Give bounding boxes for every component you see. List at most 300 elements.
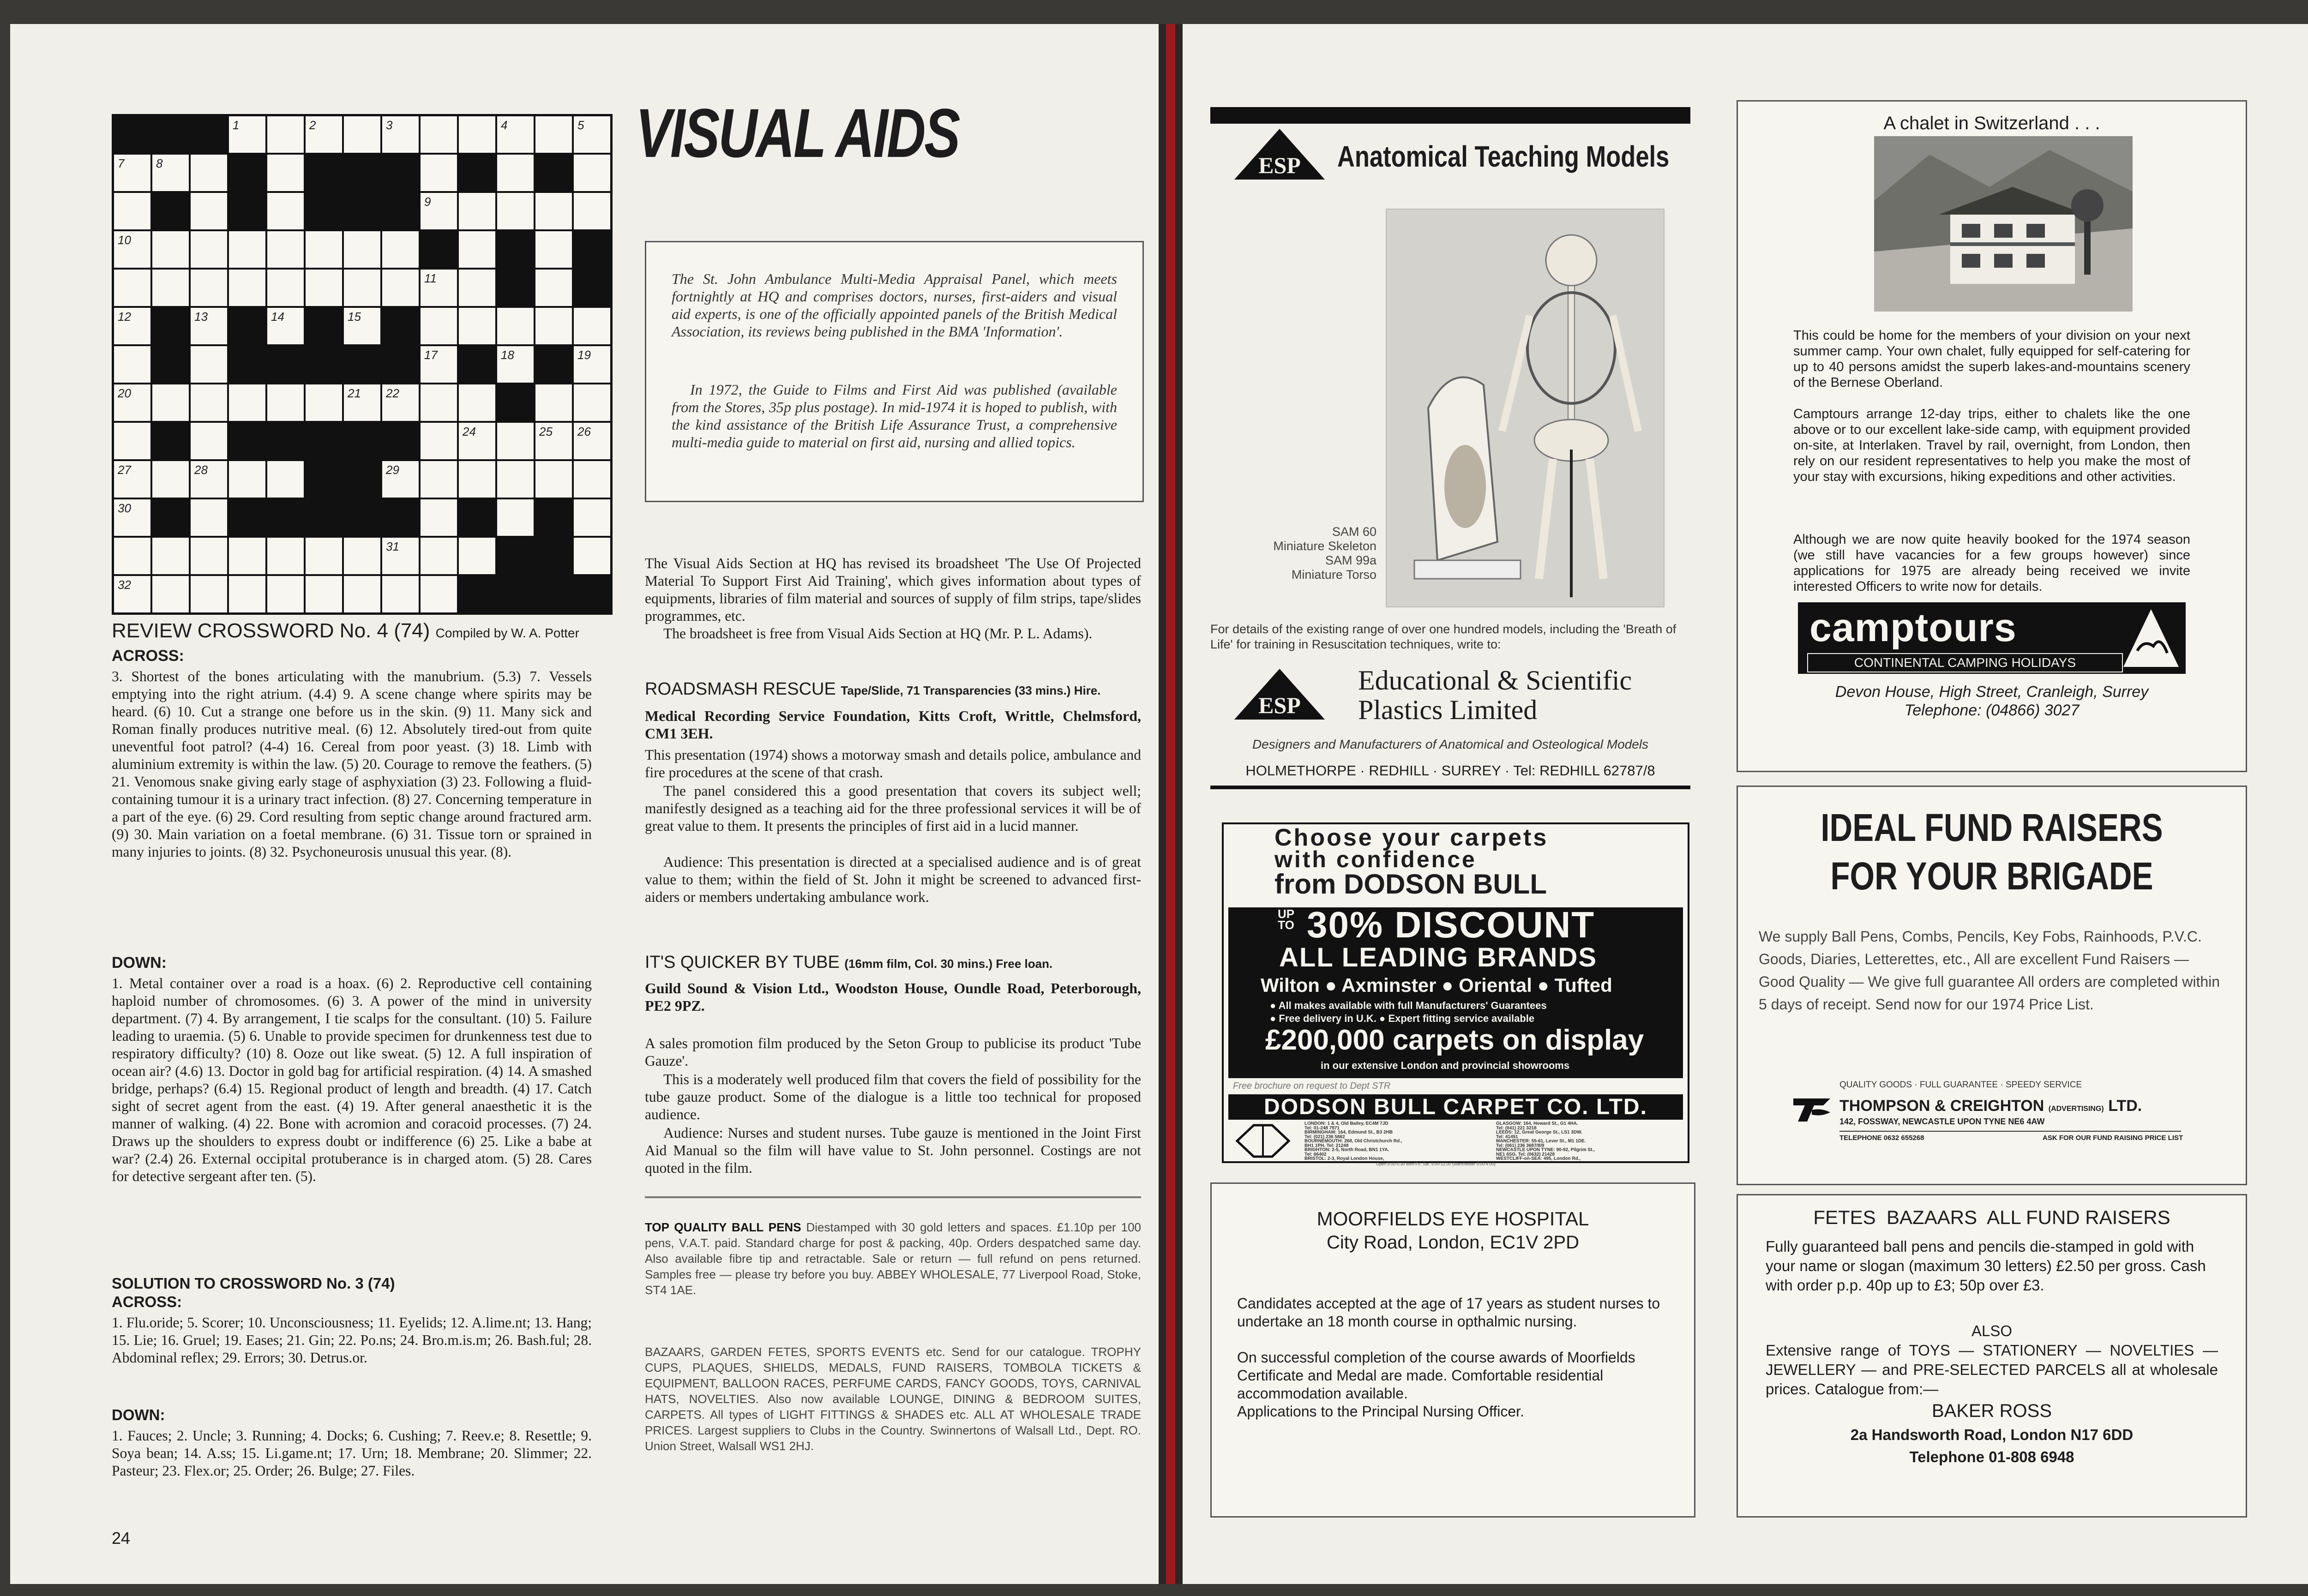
crossword-cell	[344, 461, 380, 498]
crossword-cell	[574, 423, 610, 459]
crossword-cell	[497, 346, 534, 383]
skeleton-torso-illustration	[1387, 210, 1664, 606]
review-2-heading	[645, 953, 1141, 972]
classified-divider	[645, 1196, 1141, 1198]
crossword-cell	[421, 270, 457, 306]
crossword-clue-number: 15	[348, 310, 361, 324]
crossword-cell	[306, 423, 342, 459]
crossword-cell	[344, 193, 380, 229]
crossword-cell	[497, 461, 534, 498]
crossword-clue-number: 30	[118, 501, 131, 515]
fund-raisers-ad	[1737, 786, 2247, 1185]
visual-aids-title: VISUAL AIDS	[636, 94, 959, 172]
crossword-cell	[535, 193, 572, 229]
crossword-clue-number: 10	[118, 233, 131, 247]
down-heading: DOWN:	[112, 954, 167, 972]
carpet-line1: Choose your carpets	[1274, 824, 1549, 851]
carpet-brochure: Free brochure on request to Dept STR	[1233, 1081, 1391, 1091]
esp-company-line1: Educational & Scientific	[1358, 665, 1632, 696]
addr-left-4: BOURNEMOUTH: 268, Old Christchurch Rd.,	[1304, 1139, 1402, 1144]
crossword-cell	[459, 384, 495, 421]
crossword-cell	[114, 308, 150, 344]
spine-binding	[1166, 24, 1175, 1584]
crossword-cell	[574, 231, 610, 268]
crossword-title-line	[112, 619, 619, 642]
crossword-cell	[267, 193, 304, 229]
crossword-clue-number: 13	[194, 310, 208, 324]
crossword-cell	[114, 576, 150, 612]
crossword-clue-number: 2	[309, 118, 316, 132]
crossword-cell	[535, 346, 572, 383]
crossword-cell	[191, 461, 227, 498]
crossword-cell	[421, 116, 457, 153]
crossword-cell	[152, 423, 189, 459]
crossword-cell	[535, 461, 572, 498]
crossword-cell	[497, 231, 534, 268]
crossword-cell	[114, 423, 150, 459]
crossword-cell	[229, 423, 265, 459]
crossword-cell	[114, 461, 150, 498]
carpet-headline	[1224, 824, 1688, 907]
crossword-cell	[421, 576, 457, 612]
crossword-clue-number: 31	[386, 540, 399, 553]
review-2-p1: A sales promotion film produced by the Seton Group to publicise its product 'Tube Gauze'.	[645, 1035, 1141, 1069]
carpet-discount-panel	[1228, 904, 1683, 1078]
thompson-creighton-logo-icon	[1789, 1089, 1835, 1126]
crossword-cell	[459, 538, 495, 574]
crossword-cell	[421, 155, 457, 191]
crossword-cell	[114, 116, 150, 153]
crossword-title: REVIEW CROSSWORD No. 4 (74)	[112, 619, 430, 642]
crossword-cell	[306, 384, 342, 421]
esp-bottom-rule	[1210, 786, 1690, 789]
carpet-line3: from DODSON BULL	[1274, 869, 1547, 900]
crossword-cell	[535, 231, 572, 268]
crossword-cell	[191, 155, 227, 191]
crossword-cell	[191, 231, 227, 268]
across-heading: ACROSS:	[112, 647, 184, 665]
crossword-cell	[421, 461, 457, 498]
crossword-cell	[306, 576, 342, 612]
crossword-clue-number: 4	[501, 118, 508, 132]
carpet-discount: 30% DISCOUNT	[1307, 904, 1595, 945]
carpet-bullet-1: ● All makes available with full Manufacturers' Guarantees	[1270, 1000, 1547, 1011]
crossword-cell	[382, 384, 419, 421]
crossword-cell	[114, 384, 150, 421]
crossword-cell	[574, 538, 610, 574]
crossword-cell	[344, 576, 380, 612]
crossword-cell	[114, 231, 150, 268]
review-2-meta: (16mm film, Col. 30 mins.) Free loan.	[844, 957, 1053, 971]
crossword-cell	[229, 270, 265, 306]
page-number: 24	[112, 1529, 131, 1548]
crossword-cell	[382, 231, 419, 268]
chalet-p1: This could be home for the members of your division on your next summer camp. Your own chalet, fully equipped for self-catering for up to 40 persons amidst the superb lakes-and-mountains scenery of the Bernese Oberland.	[1793, 328, 2190, 390]
intro-p2: The broadsheet is free from Visual Aids Section at HQ (Mr. P. L. Adams).	[663, 625, 1093, 642]
crossword-cell	[344, 270, 380, 306]
carpet-addresses-left	[1304, 1122, 1475, 1161]
crossword-cell	[114, 499, 150, 536]
camptours-phone: Telephone: (04866) 3027	[1904, 702, 2080, 719]
fund-body: We supply Ball Pens, Combs, Pencils, Key Fobs, Rainhoods, P.V.C. Goods, Diaries, Letterettes, etc., All are excellent Fund Raisers — Good Quality — We give full guarantee All orders are completed within 5 days of receipt. Send now for our 1974 Price List.	[1759, 928, 2220, 1013]
crossword-cell	[459, 346, 495, 383]
crossword-cell	[574, 346, 610, 383]
addr-left-0: LONDON: 1 & 4, Old Bailey, EC4M 7JD	[1304, 1121, 1388, 1126]
crossword-cell	[114, 193, 150, 229]
crossword-cell	[152, 461, 189, 498]
classified-bazaars: BAZAARS, GARDEN FETES, SPORTS EVENTS etc. Send for our catalogue. TROPHY CUPS, PLAQUES, SHIELDS, MEDALS, FUND RAISERS, TOMBOLA TICKETS & EQUIPMENT, BALLOON RACES, PERFUME CARDS, FANCY GOODS, TOYS, CARNIVAL HATS, NOVELTIES. Also now available LOUNGE, DINING & BEDROOM SUITES, CARPETS. All types of LIGHT FITTINGS & SHADES etc. ALL AT WHOLESALE TRADE PRICES. Largest suppliers to Clubs in the Country. Swinnertons of Walsall Ltd., Dept. RO. Union Street, Walsall WS1 2HJ.	[645, 1345, 1141, 1453]
crossword-cell	[344, 346, 380, 383]
crossword-clue-number: 9	[424, 195, 431, 209]
fund-address: 142, FOSSWAY, NEWCASTLE UPON TYNE NE6 4AW	[1839, 1117, 2045, 1126]
crossword-cell	[267, 538, 304, 574]
addr-left-2: BIRMINGHAM: 164, Edmund St., B3 2HB	[1304, 1130, 1393, 1135]
crossword-cell	[421, 193, 457, 229]
crossword-clue-number: 26	[577, 425, 591, 438]
fund-company	[1839, 1097, 2142, 1115]
crossword-clue-number: 18	[501, 348, 514, 362]
crossword-cell	[497, 499, 534, 536]
crossword-cell	[229, 499, 265, 536]
crossword-cell	[382, 270, 419, 306]
crossword-cell	[459, 499, 495, 536]
crossword-cell	[459, 308, 495, 344]
addr-left-8: BRISTOL: 2-3, Royal London House,	[1304, 1156, 1384, 1161]
solution-down: 1. Fauces; 2. Uncle; 3. Running; 4. Docks; 6. Cushing; 7. Reev.e; 8. Resettle; 9. Soya bean; 14. A.ss; 15. Li.game.nt; 17. Urn; 18. Membrane; 20. Slimmer; 22. Pasteur; 23. Flex.or; 25. Order; 26. Bulge; 27. Files.	[112, 1428, 592, 1479]
carpet-types: Wilton ● Axminster ● Oriental ● Tufted	[1261, 974, 1612, 996]
crossword-cell	[421, 384, 457, 421]
crossword-cell	[497, 576, 534, 612]
crossword-cell	[459, 193, 495, 229]
addr-right-6: NEWCASTLE UPON TYNE: 90-92, Pilgrim St.,	[1496, 1147, 1595, 1152]
crossword-clue-number: 29	[386, 463, 399, 477]
crossword-cell	[229, 576, 265, 612]
crossword-cell	[382, 155, 419, 191]
addr-left-1: Tel: 01-248 7971	[1304, 1125, 1340, 1131]
solution-down-heading: DOWN:	[112, 1406, 165, 1423]
esp-logo-icon	[1233, 128, 1326, 181]
crossword-cell	[152, 384, 189, 421]
crossword-cell	[382, 576, 419, 612]
crossword-cell	[459, 423, 495, 459]
crossword-clue-number: 1	[233, 118, 240, 132]
panel-info-p1: The St. John Ambulance Multi-Media Appraisal Panel, which meets fortnightly at HQ and comprises doctors, nurses, first-aiders and visual aid experts, is one of the officially appointed panels of the British Medical Association, its reviews being published in the BMA 'Information'.	[672, 270, 1117, 340]
crossword-cell	[535, 270, 572, 306]
addr-right-5: Tel: (061) 236 3687/8/9	[1496, 1143, 1545, 1148]
crossword-cell	[344, 308, 380, 344]
crossword-cell	[497, 193, 534, 229]
review-1-p1: This presentation (1974) shows a motorway smash and details police, ambulance and fire procedures at the scene of that crash.	[645, 747, 1141, 780]
svg-text:ESP: ESP	[1258, 692, 1301, 718]
caption-torso: Miniature Torso	[1291, 568, 1376, 582]
crossword-cell	[306, 499, 342, 536]
crossword-clue-number: 21	[348, 386, 361, 400]
crossword-cell	[459, 231, 495, 268]
crossword-cell	[191, 538, 227, 574]
crossword-cell	[497, 116, 534, 153]
crossword-cell	[421, 499, 457, 536]
baker-p2: Extensive range of TOYS — STATIONERY — NOVELTIES — JEWELLERY — and PRE-SELECTED PARCELS all at wholesale prices. Catalogue from:—	[1766, 1342, 2218, 1398]
camptours-brand: camptours	[1809, 606, 2017, 650]
crossword-cell	[421, 308, 457, 344]
crossword-compiler: Compiled by W. A. Potter	[435, 626, 579, 640]
crossword-cell	[459, 461, 495, 498]
crossword-cell	[574, 155, 610, 191]
crossword-cell	[267, 461, 304, 498]
crossword-cell	[344, 499, 380, 536]
crossword-clue-number: 32	[118, 578, 131, 592]
crossword-cell	[382, 346, 419, 383]
classified-ball-pens-text: Diestamped with 30 gold letters and spaces. £1.10p per 100 pens, V.A.T. paid. Standard charge for post & packing, 40p. Orders despatched same day. Also available fibre tip and retractable. Sale or return — full refund on pens returned. Samples free — please try before you buy. ABBEY WHOLESALE, 77 Liverpool Road, Stoke, ST4 1AE.	[645, 1220, 1142, 1297]
crossword-cell	[497, 538, 534, 574]
esp-captions	[1266, 525, 1376, 582]
fund-rule	[1839, 1131, 2181, 1132]
classified-ball-pens	[645, 1219, 1141, 1298]
crossword-cell	[344, 155, 380, 191]
crossword-cell	[152, 499, 189, 536]
review-1-heading	[645, 679, 1141, 699]
crossword-cell	[229, 193, 265, 229]
crossword-cell	[229, 231, 265, 268]
carpet-brands: ALL LEADING BRANDS	[1279, 942, 1598, 972]
crossword-cell	[344, 538, 380, 574]
addr-right-4: MANCHESTER: 55-61, Lever St., M1 1DE.	[1496, 1139, 1586, 1144]
esp-company-line2: Plastics Limited	[1358, 695, 1538, 725]
crossword-cell	[421, 538, 457, 574]
panel-info-p2: In 1972, the Guide to Films and First Aid was published (available from the Stores, 35p plus postage). In mid-1974 it is hoped to publish, with the kind assistance of the British Life Assurance Trust, a comprehensive multi-media guide to material on first aid, nursing and allied topics.	[672, 381, 1117, 450]
crossword-cell	[574, 308, 610, 344]
crossword-clue-number: 19	[577, 348, 591, 362]
crossword-cell	[574, 576, 610, 612]
crossword-cell	[574, 499, 610, 536]
carpet-hours: Open 9.00-5.30 Mon-Fri. Sat. 9.00-12.00 (Manchester 9.00-4.00)	[1376, 1162, 1496, 1166]
crossword-clue-number: 20	[118, 386, 131, 400]
crossword-cell	[267, 270, 304, 306]
chalet-p3: Although we are now quite heavily booked for the 1974 season (we still have vacancies for a few groups however) since applications for 1975 are already being received we invite interested Officers to write now for details.	[1793, 532, 2190, 594]
crossword-cell	[152, 538, 189, 574]
addr-right-3: Tel: 41451	[1496, 1134, 1518, 1140]
crossword-cell	[459, 116, 495, 153]
crossword-cell	[306, 116, 342, 153]
across-clues: 3. Shortest of the bones articulating with the manubrium. (5.3) 7. Vessels emptying into the right atrium. (4.4) 9. A scene change where spirits may be heard. (6) 10. Cut a strange one before us in the skin. (9) 11. Many sick and Roman finally produces nutritive meal. (6) 12. Absolutely tired-out from quite uneventful foot patrol? (4-4) 16. Cereal from poor yeast. (3) 18. Limb with aluminium extremity is within the law. (5) 20. Courage to remove the feathers. (5) 21. Venomous snake giving early stage of asphyxiation (3) 23. Following a fluid-containing tumour it is a urinary tract infection. (8) 27. Concerning temperature in a part of the eye. (6) 29. Cord resulting from septic change around fractured arm. (9) 30. Main variation on a foetal membrane. (6) 31. Tissue torn or sprained in many injuries to joints. (8) 32. Psychoneurosis unusual this year. (8).	[112, 668, 592, 860]
moorfields-p3: Applications to the Principal Nursing Officer.	[1237, 1403, 1524, 1420]
dodson-bull-logo-icon	[1235, 1123, 1291, 1158]
crossword-cell	[421, 346, 457, 383]
camptours-tent-icon	[2121, 607, 2181, 669]
crossword-cell	[191, 116, 227, 153]
crossword-cell	[535, 116, 572, 153]
crossword-cell	[382, 538, 419, 574]
caption-skeleton: Miniature Skeleton	[1273, 539, 1376, 553]
crossword-cell	[306, 193, 342, 229]
crossword-cell	[497, 270, 534, 306]
solution-title: SOLUTION TO CROSSWORD No. 3 (74)	[112, 1275, 395, 1292]
crossword-cell	[191, 423, 227, 459]
carpet-big-line: £200,000 carpets on display	[1265, 1024, 1644, 1056]
crossword-cell	[114, 538, 150, 574]
carpet-line2: with confidence	[1274, 846, 1477, 872]
addr-right-0: GLASGOW: 164, Howard St., G1 4HA.	[1496, 1121, 1578, 1126]
crossword-clue-number: 5	[577, 118, 584, 132]
esp-address: HOLMETHORPE · REDHILL · SURREY · Tel: REDHILL 62787/8	[1245, 762, 1655, 779]
baker-phone: Telephone 01-808 6948	[1909, 1448, 2074, 1465]
review-2-title: IT'S QUICKER BY TUBE	[645, 953, 840, 972]
crossword-cell	[306, 155, 342, 191]
crossword-cell	[574, 116, 610, 153]
carpet-company: DODSON BULL CARPET CO. LTD.	[1228, 1094, 1683, 1120]
crossword-cell	[267, 346, 304, 383]
crossword-cell	[229, 346, 265, 383]
crossword-clue-number: 27	[118, 463, 131, 477]
svg-text:ESP: ESP	[1258, 152, 1301, 178]
chalet-p2: Camptours arrange 12-day trips, either to chalets like the one above or to our excellent lake-side camp, with equipment provided on-site, at Interlaken. Travel by rail, overnight, from London, then rely on our resident representatives to help you make the most of your stay with excursions, hiking expeditions and other activities.	[1793, 407, 2190, 484]
fund-heading-2: FOR YOUR BRIGADE	[1830, 854, 2153, 898]
fund-company-name: THOMPSON & CREIGHTON	[1839, 1097, 2044, 1115]
camptours-brand-sub: CONTINENTAL CAMPING HOLIDAYS	[1807, 653, 2123, 672]
crossword-cell	[535, 423, 572, 459]
down-clues: 1. Metal container over a road is a hoax. (6) 2. Reproductive cell containing haploid number of chromosomes. (6) 3. A power of the mind in university department. (7) 4. By arrangement, I tie scalps for the consultant. (10) 5. Failure leading to uraemia. (5) 6. Unable to provide specimen for drunkenness test due to respiratory difficulty? (10) 8. Ooze out like sweat. (5) 12. A full inspiration of ocean air? (4.6) 13. Doctor in gold bag for artificial respiration. (4) 14. A smashed bridge, perhaps? (6.4) 15. Regional product of length and breadth. (4) 17. Catch sight of secret agent from the east. (4) 19. After general anaesthetic it is the manner of walking. (4) 22. Bone with acromion and coracoid processes. (7) 24. Draws up the shoulders to express doubt or indifference (6) 25. Like a babe at war? (2.4) 26. External occipital protuberance is in charged atom. (5) 28. Cares for detective sergeant after ten. (5).	[112, 975, 592, 1184]
intro-p1: The Visual Aids Section at HQ has revised its broadsheet 'The Use Of Projected Material To Support First Aid Training', which gives information about types of equipments, libraries of film material and sources of supply of film strips, tape/slides programmes, etc.	[645, 555, 1141, 624]
baker-name: BAKER ROSS	[1931, 1401, 2052, 1421]
crossword-cell	[574, 270, 610, 306]
fund-heading-1: IDEAL FUND RAISERS	[1821, 806, 2163, 849]
crossword-cell	[382, 461, 419, 498]
left-page	[10, 24, 1159, 1584]
review-1-meta: Tape/Slide, 71 Transparencies (33 mins.) Hire.	[841, 684, 1101, 697]
solution-across-heading: ACROSS:	[112, 1293, 182, 1310]
addr-left-3: Tel: (021) 236 5862	[1304, 1134, 1345, 1140]
baker-address: 2a Handsworth Road, London N17 6DD	[1850, 1426, 2134, 1443]
caption-sam99a: SAM 99a	[1325, 553, 1376, 567]
camptours-ad	[1737, 100, 2247, 772]
crossword-clue-number: 7	[118, 156, 125, 170]
crossword-cell	[497, 423, 534, 459]
solution-across: 1. Flu.oride; 5. Scorer; 10. Unconsciousness; 11. Eyelids; 12. A.lime.nt; 13. Hang; 15. Lie; 16. Gruel; 19. Eases; 21. Gin; 22. Po.ns; 24. Bro.m.is.m; 26. Bash.ful; 28. Abdominal reflex; 29. Errors; 30. Detrus.or.	[112, 1314, 592, 1366]
crossword-cell	[229, 116, 265, 153]
crossword-cell	[535, 499, 572, 536]
addr-left-7: Tel: 66402	[1304, 1152, 1327, 1157]
fund-tagline: QUALITY GOODS · FULL GUARANTEE · SPEEDY SERVICE	[1839, 1080, 2082, 1090]
addr-right-2: LEEDS: 12, Great George St., LS1 3DW.	[1496, 1130, 1582, 1135]
crossword-cell	[267, 308, 304, 344]
review-1-source: Medical Recording Service Foundation, Kitts Croft, Writtle, Chelmsford, CM1 3EH.	[645, 708, 1141, 742]
review-2-p3: Audience: Nurses and student nurses. Tube gauze is mentioned in the Joint First Aid Manual so the film will have value to St. John personnel. Costings are not quoted in the film.	[645, 1125, 1141, 1176]
esp-models-photo	[1386, 209, 1665, 607]
crossword-cell	[344, 384, 380, 421]
crossword-cell	[229, 384, 265, 421]
crossword-cell	[574, 461, 610, 498]
crossword-cell	[459, 270, 495, 306]
baker-also: ALSO	[1971, 1322, 2013, 1339]
crossword-cell	[267, 155, 304, 191]
fund-company-end: LTD.	[2108, 1097, 2142, 1115]
crossword-cell	[229, 308, 265, 344]
crossword-cell	[344, 116, 380, 153]
crossword-cell	[421, 423, 457, 459]
crossword-cell	[306, 461, 342, 498]
panel-info-box	[645, 241, 1144, 502]
camptours-address: Devon House, High Street, Cranleigh, Surrey	[1835, 683, 2149, 701]
crossword-clue-number: 17	[424, 348, 438, 362]
crossword-cell	[152, 116, 189, 153]
crossword-cell	[306, 346, 342, 383]
crossword-clue-number: 24	[463, 425, 476, 438]
carpet-ad	[1222, 822, 1689, 1166]
crossword-cell	[191, 193, 227, 229]
camptours-logo	[1798, 602, 2186, 674]
moorfields-ad	[1210, 1182, 1695, 1518]
baker-ross-ad	[1737, 1194, 2247, 1518]
crossword-cell	[229, 155, 265, 191]
addr-left-6: BRIGHTON: 2-5, North Road, BN1 1YA.	[1304, 1147, 1389, 1152]
crossword-cell	[114, 346, 150, 383]
crossword-cell	[535, 155, 572, 191]
moorfields-title: MOORFIELDS EYE HOSPITAL	[1316, 1208, 1589, 1230]
crossword-cell	[344, 423, 380, 459]
esp-heading: Anatomical Teaching Models	[1337, 140, 1670, 173]
baker-p1: Fully guaranteed ball pens and pencils die-stamped in gold with your name or slogan (maximum 30 letters) £2.50 per gross. Cash with order p.p. 40p up to £3; 50p over £3.	[1766, 1238, 2206, 1294]
crossword-clue-number: 28	[194, 463, 208, 477]
crossword-cell	[421, 231, 457, 268]
fund-telephone: TELEPHONE 0632 655268	[1839, 1134, 1924, 1142]
esp-top-rule	[1210, 107, 1690, 124]
crossword-cell	[152, 576, 189, 612]
review-1-p2: The panel considered this a good presentation that covers its subject well; manifestly designed as a teaching aid for the three professional services it will be of great value to them. It presents the principles of first aid in a lucid manner.	[645, 783, 1141, 834]
crossword-cell	[382, 193, 419, 229]
moorfields-p2: On successful completion of the course awards of Moorfields Certificate and Medal are made. Comfortable residential accommodation available.	[1237, 1349, 1635, 1402]
crossword-cell	[497, 384, 534, 421]
crossword-clue-number: 3	[386, 118, 393, 132]
crossword-cell	[267, 423, 304, 459]
review-2-source: Guild Sound & Vision Ltd., Woodston House, Oundle Road, Peterborough, PE2 9PZ.	[645, 980, 1141, 1014]
crossword-cell	[114, 270, 150, 306]
crossword-cell	[535, 538, 572, 574]
crossword-cell	[152, 346, 189, 383]
crossword-cell	[306, 270, 342, 306]
esp-company	[1358, 666, 1632, 725]
crossword-clue-number: 25	[539, 425, 553, 438]
crossword-cell	[306, 231, 342, 268]
baker-title: FETES BAZAARS ALL FUND RAISERS	[1813, 1206, 2170, 1228]
crossword-cell	[152, 193, 189, 229]
crossword-cell	[344, 231, 380, 268]
crossword-cell	[267, 384, 304, 421]
carpet-showrooms: in our extensive London and provincial showrooms	[1321, 1060, 1570, 1071]
crossword-clue-number: 12	[118, 310, 131, 324]
crossword-cell	[191, 499, 227, 536]
crossword-grid	[112, 114, 613, 615]
crossword-clue-number: 14	[271, 310, 284, 324]
carpet-up-to: UP TO	[1277, 907, 1295, 932]
crossword-cell	[497, 308, 534, 344]
fund-company-small: (ADVERTISING)	[2048, 1105, 2104, 1113]
moorfields-address: City Road, London, EC1V 2PD	[1327, 1232, 1579, 1253]
addr-right-8: WESTCLIFF-on-SEA: 495, London Rd.,	[1496, 1156, 1581, 1161]
esp-logo-icon-2	[1233, 668, 1326, 721]
crossword-cell	[152, 231, 189, 268]
crossword-cell	[267, 576, 304, 612]
esp-tagline: Designers and Manufacturers of Anatomical and Osteological Models	[1252, 737, 1649, 751]
crossword-cell	[459, 155, 495, 191]
crossword-cell	[574, 384, 610, 421]
crossword-cell	[267, 499, 304, 536]
crossword-clue-number: 8	[156, 156, 163, 170]
carpet-bullet-2: ● Free delivery in U.K. ● Expert fitting service available	[1270, 1013, 1535, 1024]
crossword-cell	[535, 576, 572, 612]
crossword-cell	[306, 308, 342, 344]
fund-ask: ASK FOR OUR FUND RAISING PRICE LIST	[2043, 1134, 2183, 1142]
crossword-cell	[229, 461, 265, 498]
